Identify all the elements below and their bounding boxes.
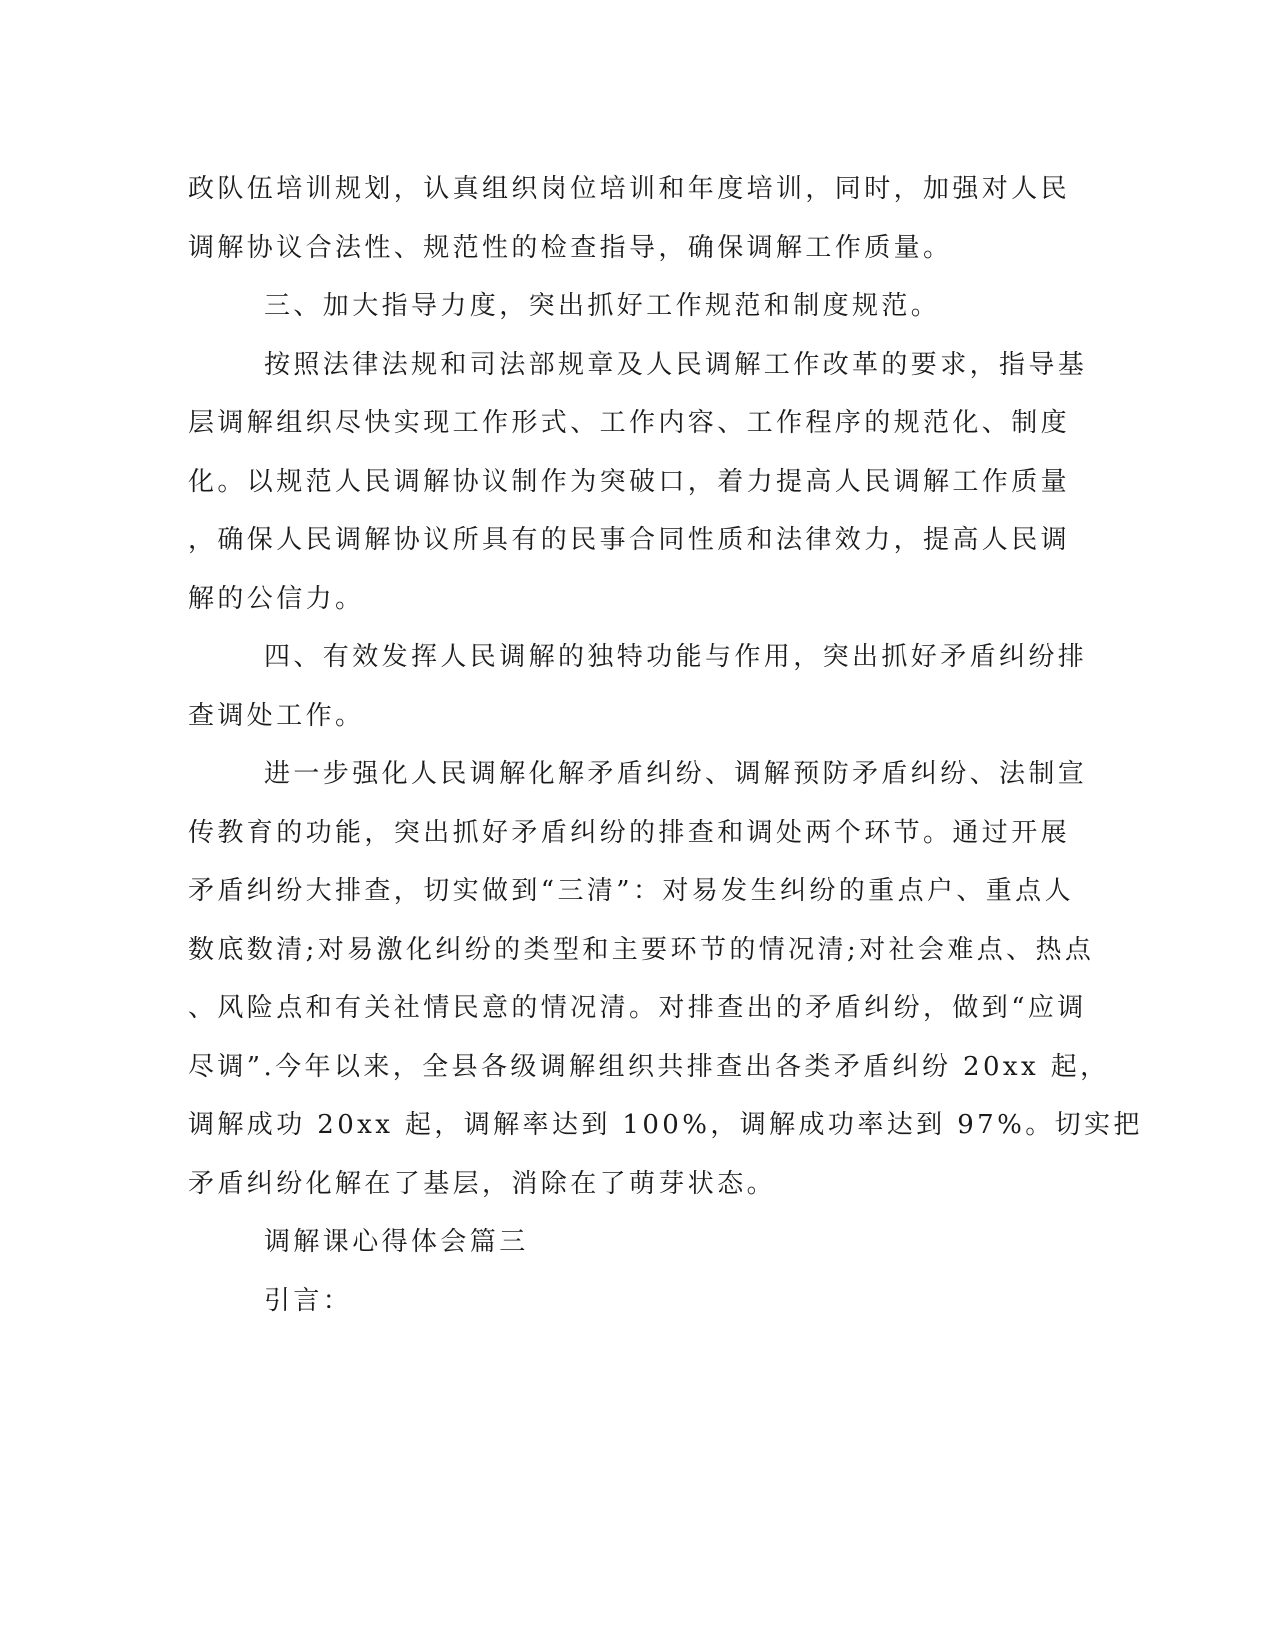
text-line: 进一步强化人民调解化解矛盾纠纷、调解预防矛盾纠纷、法制宣 xyxy=(264,759,1088,789)
text-line: 政队伍培训规划，认真组织岗位培训和年度培训，同时，加强对人民 xyxy=(188,174,1071,204)
text-line: 矛盾纠纷化解在了基层，消除在了萌芽状态。 xyxy=(188,1168,777,1199)
text-line: 矛盾纠纷大排查，切实做到“三清”：对易发生纠纷的重点户、重点人 xyxy=(188,876,1074,906)
text-line: 解的公信力。 xyxy=(188,583,365,614)
text-line: 传教育的功能，突出抓好矛盾纠纷的排查和调处两个环节。通过开展 xyxy=(188,817,1071,848)
text-line: 尽调”.今年以来，全县各级调解组织共排查出各类矛盾纠纷 20xx 起， xyxy=(188,1051,1110,1082)
text-line: 按照法律法规和司法部规章及人民调解工作改革的要求，指导基 xyxy=(264,349,1088,380)
section-heading-4: 四、有效发挥人民调解的独特功能与作用，突出抓好矛盾纠纷排 xyxy=(264,642,1088,672)
body-text xyxy=(188,160,1143,1330)
text-line: 、风险点和有关社情民意的情况清。对排查出的矛盾纠纷，做到“应调 xyxy=(188,993,1087,1023)
text-line: 数底数清;对易激化纠纷的类型和主要环节的情况清;对社会难点、热点 xyxy=(188,934,1095,965)
section-heading-3: 三、加大指导力度，突出抓好工作规范和制度规范。 xyxy=(264,291,941,321)
text-line: 调解成功 20xx 起，调解率达到 100%，调解成功率达到 97%。切实把 xyxy=(188,1110,1143,1140)
text-line: ，确保人民调解协议所具有的民事合同性质和法律效力，提高人民调 xyxy=(188,525,1071,555)
text-line: 调解协议合法性、规范性的检查指导，确保调解工作质量。 xyxy=(188,232,953,263)
text-line: 查调处工作。 xyxy=(188,700,365,731)
text-line: 化。以规范人民调解协议制作为突破口，着力提高人民调解工作质量 xyxy=(188,466,1071,497)
article-title: 调解课心得体会篇三 xyxy=(264,1227,529,1257)
text-line: 层调解组织尽快实现工作形式、工作内容、工作程序的规范化、制度 xyxy=(188,408,1071,438)
intro-label: 引言： xyxy=(264,1285,353,1316)
